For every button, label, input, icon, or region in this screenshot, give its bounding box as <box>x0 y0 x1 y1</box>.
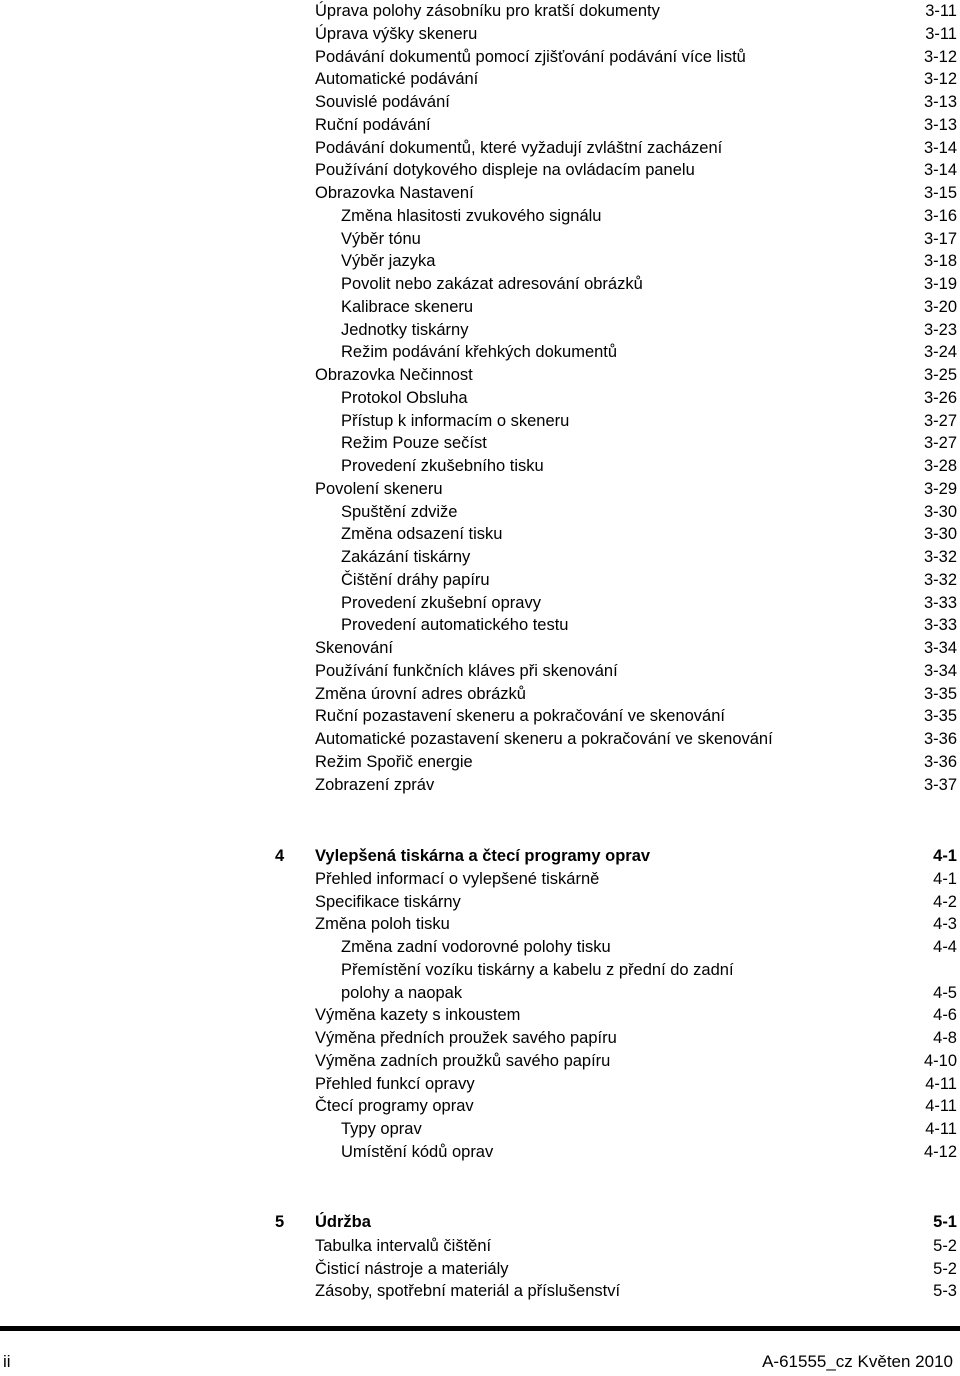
toc-entry-title: Používání funkčních kláves při skenování <box>315 661 618 680</box>
toc-entry[interactable] <box>315 913 957 936</box>
toc-entry[interactable] <box>315 751 957 774</box>
toc-entry-title: Jednotky tiskárny <box>341 320 469 339</box>
toc-entry-title: Vylepšená tiskárna a čtecí programy oprav <box>315 847 651 865</box>
toc-entry[interactable] <box>315 68 957 91</box>
toc-entry-title: Přehled funkcí opravy <box>315 1074 475 1093</box>
toc-entry-page: 3-24 <box>923 343 957 362</box>
toc-entry[interactable] <box>341 959 957 982</box>
toc-entry-title: Úprava polohy zásobníku pro kratší dokumenty <box>315 2 660 20</box>
toc-entry[interactable] <box>341 410 957 433</box>
toc-entry-title: Údržba <box>315 1213 371 1231</box>
toc-entry-page: 4-2 <box>933 892 957 911</box>
toc-entry-page: 3-13 <box>923 93 957 111</box>
toc-entry-page: 3-15 <box>923 184 957 202</box>
toc-entry-page: 3-37 <box>923 775 957 794</box>
toc-entry-title: Přehled informací o vylepšené tiskárně <box>315 869 600 888</box>
toc-entry-title: Používání dotykového displeje na ovládacím panelu <box>315 161 695 180</box>
toc-entry-page: 3-16 <box>923 206 957 225</box>
toc-entry-page: 3-12 <box>923 70 957 89</box>
toc-entry[interactable] <box>341 936 957 959</box>
toc-entry[interactable] <box>315 182 957 205</box>
toc-entry-page: 3-14 <box>923 161 957 180</box>
toc-entry-title: Protokol Obsluha <box>341 388 468 407</box>
toc-entry-page: 3-11 <box>925 2 957 20</box>
toc-entry-page: 3-20 <box>923 297 957 316</box>
toc-entry-page: 4-11 <box>925 1097 957 1116</box>
toc-entry[interactable] <box>315 91 957 114</box>
chapter-number: 5 <box>275 1213 285 1231</box>
toc-entry-page: 4-8 <box>933 1029 957 1047</box>
toc-entry-title: Režim Spořič energie <box>315 752 473 771</box>
toc-entry-title: Změna zadní vodorovné polohy tisku <box>341 938 611 956</box>
toc-entry-title: Provedení automatického testu <box>341 616 569 635</box>
toc-entry-page: 5-1 <box>933 1213 957 1231</box>
toc-entry[interactable] <box>315 114 957 137</box>
toc-entry[interactable] <box>341 296 957 319</box>
toc-entry-title: polohy a naopak <box>341 983 463 1002</box>
toc-entry-page: 4-1 <box>933 869 957 888</box>
toc-entry-page: 3-25 <box>923 366 957 384</box>
toc-entry[interactable] <box>315 1027 957 1050</box>
toc-entry[interactable] <box>341 205 957 228</box>
toc-entry[interactable] <box>315 364 957 387</box>
toc-entry[interactable] <box>315 0 957 23</box>
toc-entry[interactable] <box>315 774 957 797</box>
toc-entry-page: 4-1 <box>933 847 957 865</box>
toc-entry-page: 4-11 <box>925 1120 957 1138</box>
toc-entry[interactable] <box>315 159 957 182</box>
toc-entry-page: 3-13 <box>923 115 957 134</box>
toc-entry-title: Výběr tónu <box>341 229 421 248</box>
toc-entry-title: Ruční pozastavení skeneru a pokračování ve skenování <box>315 707 725 726</box>
toc-entry-title: Souvislé podávání <box>315 93 450 111</box>
toc-entry[interactable] <box>341 273 957 296</box>
toc-entry-title: Čisticí nástroje a materiály <box>315 1259 509 1278</box>
toc-entry-page: 3-35 <box>923 707 957 726</box>
toc-entry-page: 3-14 <box>923 138 957 157</box>
toc-entry-title: Tabulka intervalů čištění <box>315 1236 492 1255</box>
toc-entry[interactable] <box>315 728 957 751</box>
toc-entry[interactable] <box>315 23 957 46</box>
toc-entry[interactable] <box>341 432 957 455</box>
toc-entry-page: 5-2 <box>933 1259 957 1278</box>
footer-page-number: ii <box>3 1352 11 1371</box>
toc-entry-page: 4-6 <box>933 1006 957 1025</box>
toc-entry[interactable] <box>341 592 957 615</box>
toc-entry[interactable] <box>341 228 957 251</box>
toc-entry-page: 3-28 <box>923 457 957 475</box>
toc-entry-page: 3-32 <box>923 570 957 589</box>
toc-entry-title: Změna hlasitosti zvukového signálu <box>341 206 602 225</box>
toc-entry[interactable] <box>315 1095 957 1118</box>
toc-entry-title: Ruční podávání <box>315 115 431 134</box>
toc-entry[interactable] <box>341 982 957 1005</box>
footer-doc-info: A-61555_cz Květen 2010 <box>762 1352 953 1371</box>
toc-entry-page: 3-18 <box>923 252 957 271</box>
toc-entry-page: 3-34 <box>923 639 957 657</box>
toc-entry-page: 4-12 <box>923 1142 957 1161</box>
toc-entry-title: Výměna předních proužek savého papíru <box>315 1029 617 1047</box>
toc-entry-title: Zobrazení zpráv <box>315 775 435 794</box>
toc-entry-title: Přemístění vozíku tiskárny a kabelu z přední do zadní <box>341 960 734 979</box>
toc-entry-title: Obrazovka Nastavení <box>315 184 474 202</box>
toc-entry[interactable] <box>341 1141 957 1164</box>
toc-entry-page: 5-3 <box>933 1282 957 1301</box>
toc-entry[interactable] <box>315 868 957 891</box>
toc-entry-page: 3-33 <box>923 593 957 612</box>
toc-entry[interactable] <box>315 683 957 706</box>
toc-entry-title: Automatické podávání <box>315 70 479 89</box>
toc-entry-title: Režim Pouze sečíst <box>341 434 487 453</box>
toc-entry-title: Změna poloh tisku <box>315 915 450 934</box>
toc-entry-title: Povolit nebo zakázat adresování obrázků <box>341 275 643 293</box>
toc-entry-title: Obrazovka Nečinnost <box>315 366 473 384</box>
chapter-heading[interactable] <box>275 1211 957 1234</box>
toc-entry-title: Změna odsazení tisku <box>341 525 503 544</box>
toc-entry-page: 3-27 <box>923 411 957 430</box>
toc-entry-page: 3-23 <box>923 320 957 339</box>
toc-entry[interactable] <box>315 1073 957 1096</box>
toc-entry[interactable] <box>341 546 957 569</box>
chapter-heading[interactable] <box>275 845 957 868</box>
toc-entry-page: 3-27 <box>923 434 957 453</box>
toc-entry-title: Provedení zkušebního tisku <box>341 457 544 475</box>
toc-entry[interactable] <box>315 1280 957 1303</box>
toc-entry-page: 3-33 <box>923 616 957 635</box>
toc-entry-title: Změna úrovní adres obrázků <box>315 684 526 703</box>
toc-entry-title: Čištění dráhy papíru <box>341 570 490 589</box>
toc-entry-title: Režim podávání křehkých dokumentů <box>341 343 618 362</box>
toc-entry-title: Zakázání tiskárny <box>341 548 471 566</box>
toc-entry[interactable] <box>315 1050 957 1073</box>
toc-entry-page: 3-26 <box>923 388 957 407</box>
toc-entry[interactable] <box>341 501 957 524</box>
toc-entry-title: Umístění kódů oprav <box>341 1142 494 1161</box>
toc-entry-page: 3-17 <box>923 229 957 248</box>
toc-entry-title: Výběr jazyka <box>341 252 436 271</box>
toc-entry[interactable] <box>341 614 957 637</box>
toc-entry[interactable] <box>341 455 957 478</box>
footer-rule <box>0 1326 960 1331</box>
toc-entry[interactable] <box>315 137 957 160</box>
toc-entry[interactable] <box>315 1258 957 1281</box>
toc-entry-page: 3-36 <box>923 752 957 771</box>
toc-entry-title: Typy oprav <box>341 1120 422 1138</box>
toc-entry-page: 3-11 <box>925 24 957 43</box>
toc-entry-title: Výměna zadních proužků savého papíru <box>315 1051 611 1070</box>
toc-entry-page: 3-34 <box>923 661 957 680</box>
toc-entry-title: Spuštění zdviže <box>341 502 458 521</box>
toc-entry-title: Provedení zkušební opravy <box>341 593 541 612</box>
toc-entry-page: 3-30 <box>923 502 957 521</box>
toc-entry[interactable] <box>315 660 957 683</box>
toc-entry-title: Přístup k informacím o skeneru <box>341 411 570 430</box>
toc-entry-page: 4-11 <box>925 1074 957 1093</box>
toc-entry[interactable] <box>341 523 957 546</box>
toc-entry[interactable] <box>341 250 957 273</box>
toc-entry-title: Automatické pozastavení skeneru a pokračování ve skenování <box>315 730 773 748</box>
toc-entry[interactable] <box>315 637 957 660</box>
toc-entry[interactable] <box>315 705 957 728</box>
toc-entry[interactable] <box>341 569 957 592</box>
toc-entry[interactable] <box>341 387 957 410</box>
toc-entry[interactable] <box>315 891 957 914</box>
toc-entry[interactable] <box>315 1235 957 1258</box>
toc-entry-page: 3-36 <box>923 730 957 748</box>
toc-entry[interactable] <box>341 341 957 364</box>
toc-entry-page: 4-4 <box>933 938 957 956</box>
toc-entry[interactable] <box>315 46 957 69</box>
toc-entry-page: 3-35 <box>923 684 957 703</box>
toc-entry-page: 4-3 <box>933 915 957 934</box>
toc-entry[interactable] <box>341 1118 957 1141</box>
toc-entry-title: Povolení skeneru <box>315 479 443 498</box>
toc-entry-title: Specifikace tiskárny <box>315 892 461 911</box>
toc-entry-title: Podávání dokumentů pomocí zjišťování podávání více listů <box>315 47 746 66</box>
toc-entry-page: 3-32 <box>923 548 957 566</box>
chapter-number: 4 <box>275 847 285 865</box>
toc-entry[interactable] <box>341 319 957 342</box>
toc-entry-page: 3-19 <box>923 275 957 293</box>
toc-entry-title: Podávání dokumentů, které vyžadují zvláštní zacházení <box>315 138 723 157</box>
toc-entry[interactable] <box>315 478 957 501</box>
toc-entry-title: Skenování <box>315 639 393 657</box>
toc-entry-title: Zásoby, spotřební materiál a příslušenství <box>315 1282 621 1301</box>
toc-entry-page: 4-10 <box>923 1051 957 1070</box>
toc-entry-title: Čtecí programy oprav <box>315 1097 474 1116</box>
toc-entry-title: Kalibrace skeneru <box>341 297 474 316</box>
toc-entry[interactable] <box>315 1004 957 1027</box>
toc-entry-page: 5-2 <box>933 1236 957 1255</box>
toc-entry-title: Výměna kazety s inkoustem <box>315 1006 521 1025</box>
toc-entry-page: 3-30 <box>923 525 957 544</box>
toc-entry-page: 3-12 <box>923 47 957 66</box>
toc-entry-page: 4-5 <box>933 983 957 1002</box>
toc-entry-page: 3-29 <box>923 479 957 498</box>
toc-entry-title: Úprava výšky skeneru <box>315 24 478 43</box>
